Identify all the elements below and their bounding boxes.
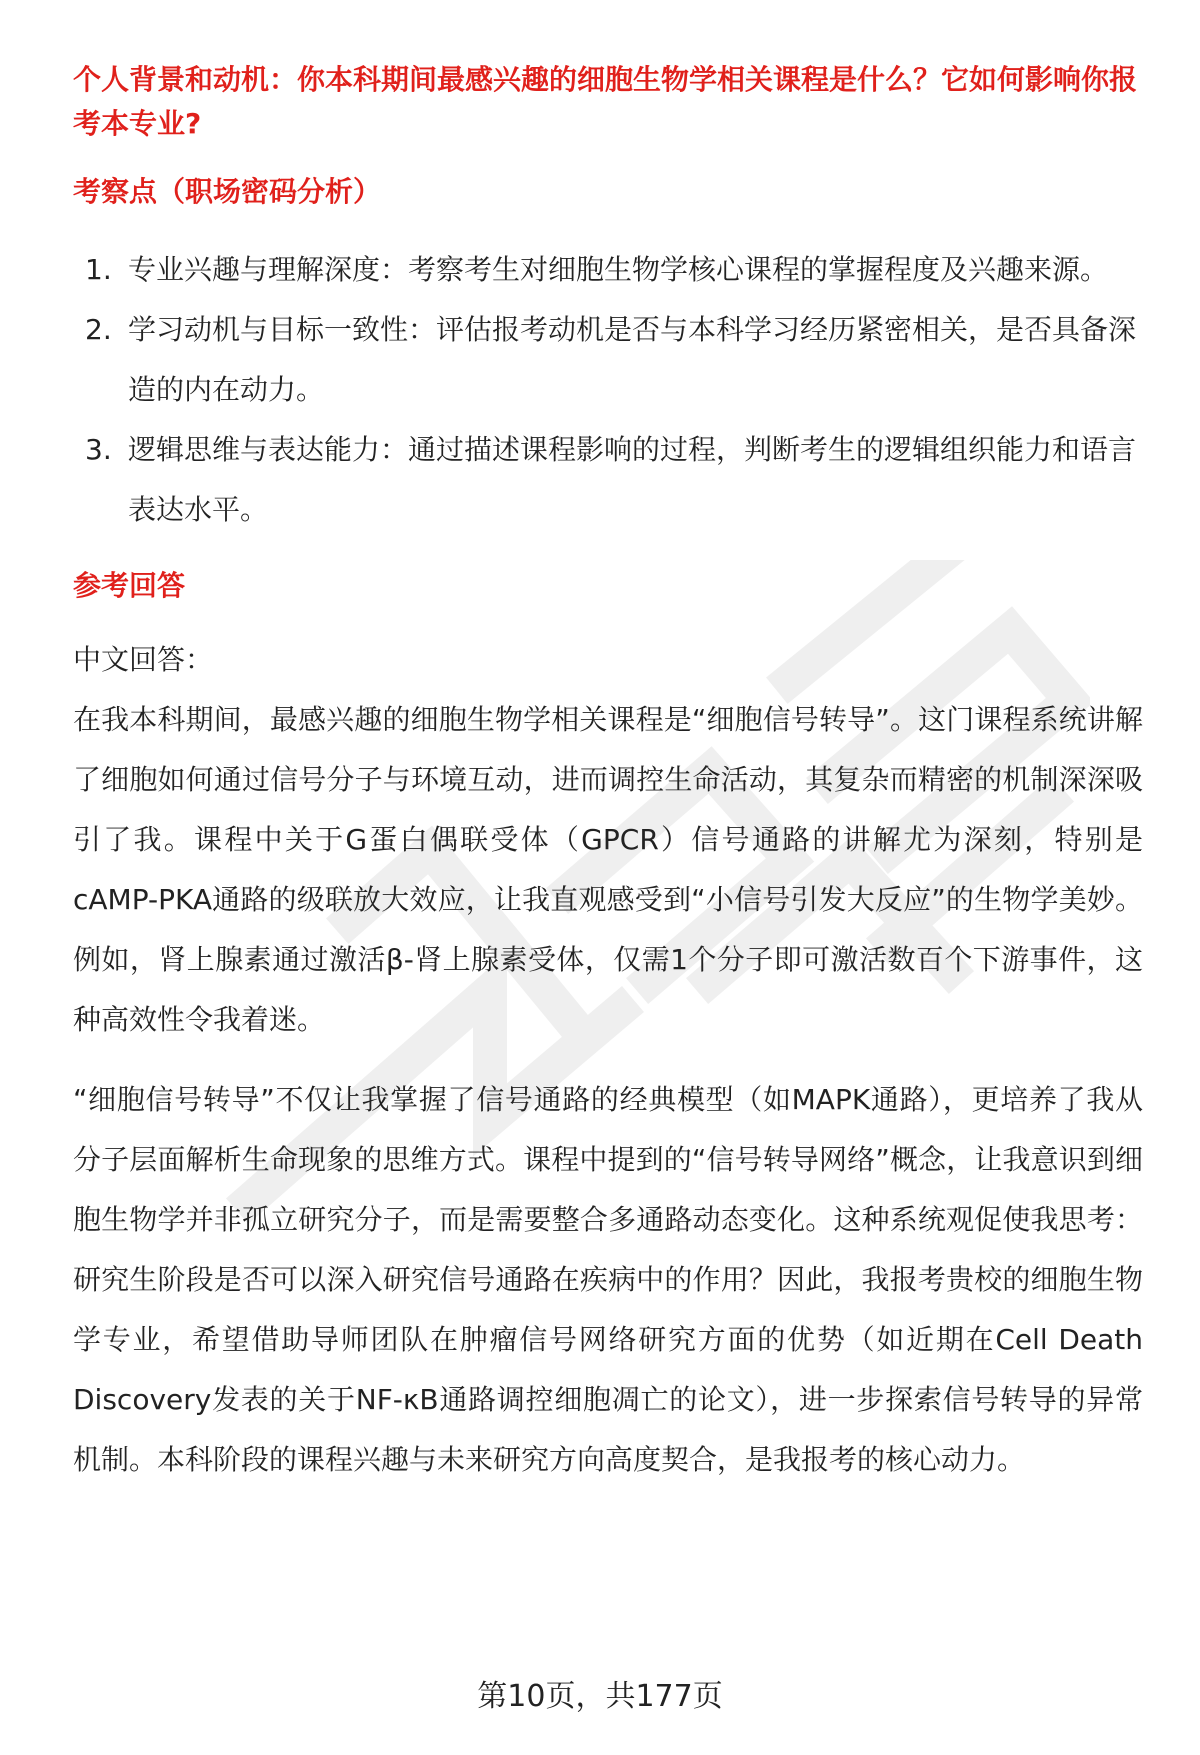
- list-item-number: 3.: [85, 433, 112, 466]
- exam-points-title: 考察点（职场密码分析）: [73, 175, 382, 208]
- exam-points-list: [73, 240, 1143, 540]
- list-item-number: 1.: [85, 253, 112, 286]
- answer-paragraph-1: 在我本科期间，最感兴趣的细胞生物学相关课程是“细胞信号转导”。这门课程系统讲解了细胞如何通过信号分子与环境互动，进而调控生命活动，其复杂而精密的机制深深吸引了我。课程中关于G蛋白偶联受体（GPCR）信号通路的讲解尤为深刻，特别是cAMP-PKA通路的级联放大效应，让我直观感受到“小信号引发大反应”的生物学美妙。例如，肾上腺素通过激活β-肾上腺素受体，仅需1个分子即可激活数百个下游事件，这种高效性令我着迷。: [73, 703, 1143, 1036]
- page-number-footer: 第10页，共177页: [477, 1679, 723, 1714]
- question-heading: 个人背景和动机：你本科期间最感兴趣的细胞生物学相关课程是什么？它如何影响你报考本专业?: [73, 63, 1138, 140]
- document-body: [73, 58, 1143, 1490]
- list-item-text: 学习动机与目标一致性：评估报考动机是否与本科学习经历紧密相关，是否具备深造的内在动力。: [128, 313, 1137, 406]
- list-item-text: 专业兴趣与理解深度：考察考生对细胞生物学核心课程的掌握程度及兴趣来源。: [128, 253, 1109, 286]
- answer-label: 中文回答：: [73, 643, 214, 676]
- list-item-number: 2.: [85, 313, 112, 346]
- list-item: [73, 300, 1143, 420]
- answer-block: [73, 630, 1143, 1050]
- list-item: [73, 420, 1143, 540]
- list-item-text: 逻辑思维与表达能力：通过描述课程影响的过程，判断考生的逻辑组织能力和语言表达水平。: [128, 433, 1137, 526]
- list-item: [73, 240, 1143, 300]
- answer-paragraph-2: “细胞信号转导”不仅让我掌握了信号通路的经典模型（如MAPK通路），更培养了我从分子层面解析生命现象的思维方式。课程中提到的“信号转导网络”概念，让我意识到细胞生物学并非孤立研究分子，而是需要整合多通路动态变化。这种系统观促使我思考：研究生阶段是否可以深入研究信号通路在疾病中的作用？因此，我报考贵校的细胞生物学专业，希望借助导师团队在肿瘤信号网络研究方面的优势（如近期在Cell Death Discovery发表的关于NF-κB通路调控细胞凋亡的论文），进一步探索信号转导的异常机制。本科阶段的课程兴趣与未来研究方向高度契合，是我报考的核心动力。: [73, 1083, 1143, 1476]
- answer-title: 参考回答: [73, 569, 186, 602]
